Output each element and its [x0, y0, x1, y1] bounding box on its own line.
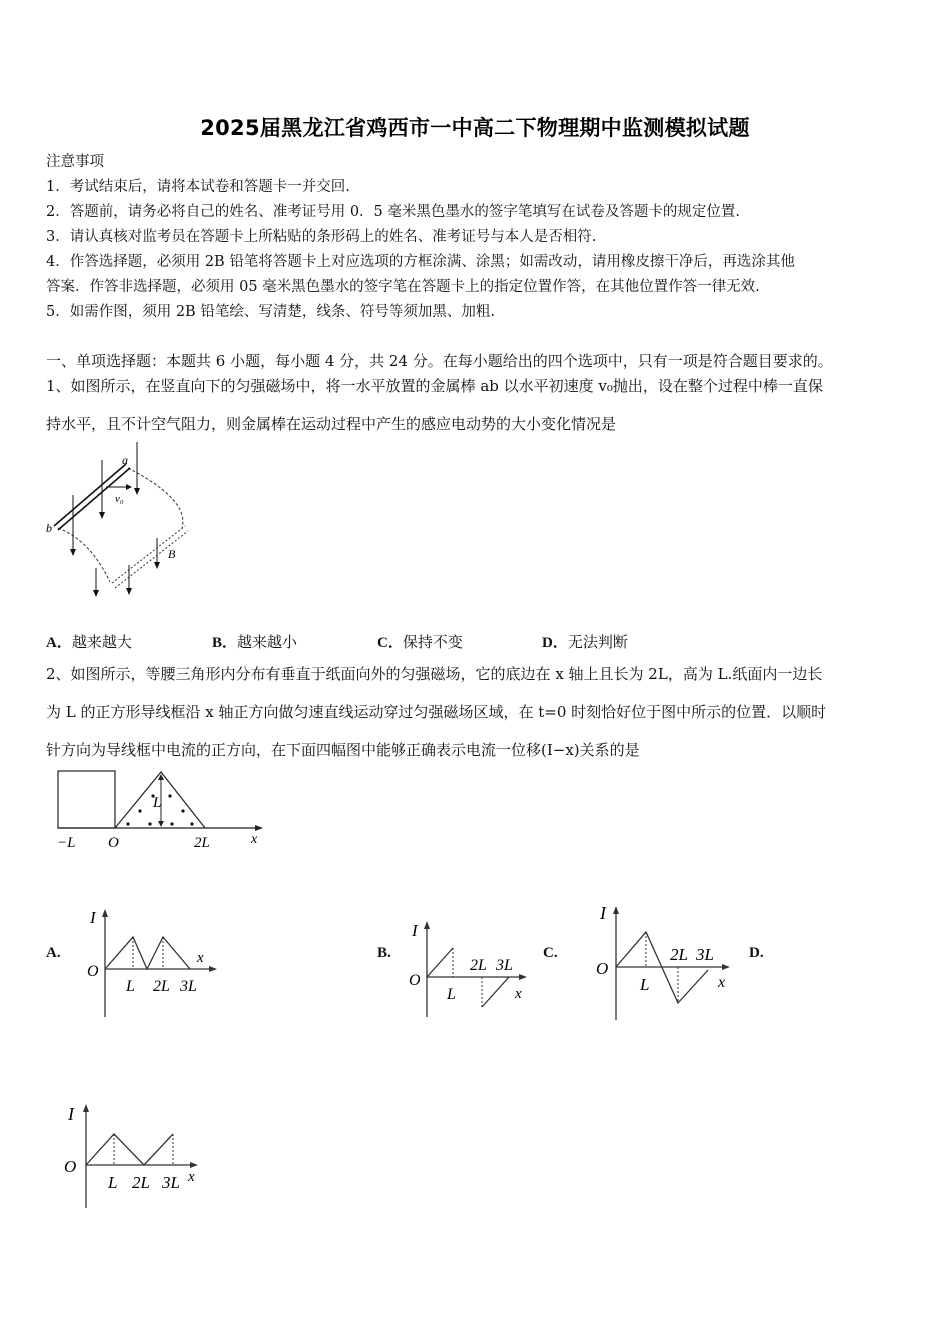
notice-item: 5．如需作图，须用 2B 铅笔绘、写清楚，线条、符号等须加黑、加粗.	[46, 304, 495, 320]
option-d[interactable]: D．无法判断	[542, 633, 628, 651]
svg-text:2L: 2L	[470, 957, 487, 974]
option-a[interactable]: A．越来越大	[46, 633, 132, 651]
label-v0: v₀	[115, 493, 124, 505]
option-a-label[interactable]: A.	[46, 945, 61, 961]
svg-text:2L: 2L	[670, 945, 688, 964]
graph-option-c[interactable]	[590, 898, 740, 1023]
label-b: b	[46, 521, 52, 535]
svg-text:I: I	[68, 1104, 74, 1124]
svg-text:L: L	[447, 986, 456, 1003]
svg-text:I: I	[90, 908, 96, 927]
notice-heading: 注意事项	[46, 154, 104, 170]
svg-text:x: x	[188, 1169, 195, 1185]
svg-text:I: I	[600, 903, 606, 923]
notice-item: 3．请认真核对监考员在答题卡上所粘贴的条形码上的姓名、准考证号与本人是否相符.	[46, 229, 597, 245]
svg-text:x: x	[515, 986, 522, 1002]
notice-item: 1．考试结束后，请将本试卷和答题卡一并交回.	[46, 179, 350, 195]
svg-text:L: L	[153, 795, 162, 811]
svg-text:O: O	[87, 963, 99, 980]
svg-text:O: O	[409, 972, 421, 989]
notice-item: 答案．作答非选择题，必须用 05 毫米黑色墨水的签字笔在答题卡上的指定位置作答，在其他位置作答一律无效.	[46, 279, 760, 295]
graph-option-b[interactable]	[405, 915, 535, 1020]
svg-text:2L: 2L	[132, 1173, 150, 1192]
option-b-label[interactable]: B.	[377, 945, 391, 961]
option-c-label[interactable]: C.	[543, 945, 558, 961]
label-B: B	[168, 547, 176, 561]
option-c[interactable]: C．保持不变	[377, 633, 463, 651]
svg-text:3L: 3L	[180, 978, 197, 995]
svg-text:L: L	[640, 975, 650, 994]
question-2-figure	[45, 765, 275, 855]
label-a: a	[122, 453, 128, 467]
question-2-text: 2、如图所示，等腰三角形内分布有垂直于纸面向外的匀强磁场，它的底边在 x 轴上且长为 2L，高为 L.纸面内一边长	[46, 665, 823, 683]
graph-option-a[interactable]	[85, 905, 220, 1020]
graph-option-d[interactable]	[58, 1098, 208, 1213]
question-1-text: 持水平，且不计空气阻力，则金属棒在运动过程中产生的感应电动势的大小变化情况是	[46, 415, 617, 433]
notice-item: 4．作答选择题，必须用 2B 铅笔将答题卡上对应选项的方框涂满、涂黑；如需改动，请用橡皮擦干净后，再选涂其他	[46, 254, 795, 270]
option-b[interactable]: B．越来越小	[212, 633, 298, 651]
svg-text:L: L	[126, 978, 135, 995]
question-1-text: 1、如图所示，在竖直向下的匀强磁场中，将一水平放置的金属棒 ab 以水平初速度 v₀抛出，设在整个过程中棒一直保	[46, 377, 823, 395]
svg-text:−L: −L	[57, 835, 76, 851]
page-title: 2025届黑龙江省鸡西市一中高二下物理期中监测模拟试题	[200, 116, 750, 140]
svg-text:x: x	[197, 950, 204, 966]
question-2-text: 针方向为导线框中电流的正方向，在下面四幅图中能够正确表示电流一位移(I−x)关系的是	[46, 741, 640, 759]
svg-text:3L: 3L	[696, 945, 714, 964]
svg-text:2L: 2L	[194, 835, 210, 851]
svg-text:x: x	[251, 832, 258, 847]
svg-text:O: O	[108, 835, 119, 851]
option-d-label[interactable]: D.	[749, 945, 764, 961]
svg-text:O: O	[596, 959, 609, 978]
svg-text:3L: 3L	[162, 1173, 180, 1192]
svg-text:O: O	[64, 1157, 77, 1176]
svg-text:2L: 2L	[153, 978, 170, 995]
question-2-text: 为 L 的正方形导线框沿 x 轴正方向做匀速直线运动穿过匀强磁场区域，在 t=0 时刻恰好位于图中所示的位置．以顺时	[46, 703, 827, 721]
svg-text:L: L	[108, 1173, 118, 1192]
question-1-figure	[40, 440, 200, 610]
svg-text:I: I	[412, 921, 418, 940]
svg-text:3L: 3L	[496, 957, 513, 974]
svg-text:x: x	[718, 974, 726, 991]
section-heading: 一、单项选择题：本题共 6 小题，每小题 4 分，共 24 分。在每小题给出的四个选项中，只有一项是符合题目要求的。	[46, 352, 833, 370]
notice-item: 2．答题前，请务必将自己的姓名、准考证号用 0．5 毫米黑色墨水的签字笔填写在试卷及答题卡的规定位置.	[46, 204, 740, 220]
